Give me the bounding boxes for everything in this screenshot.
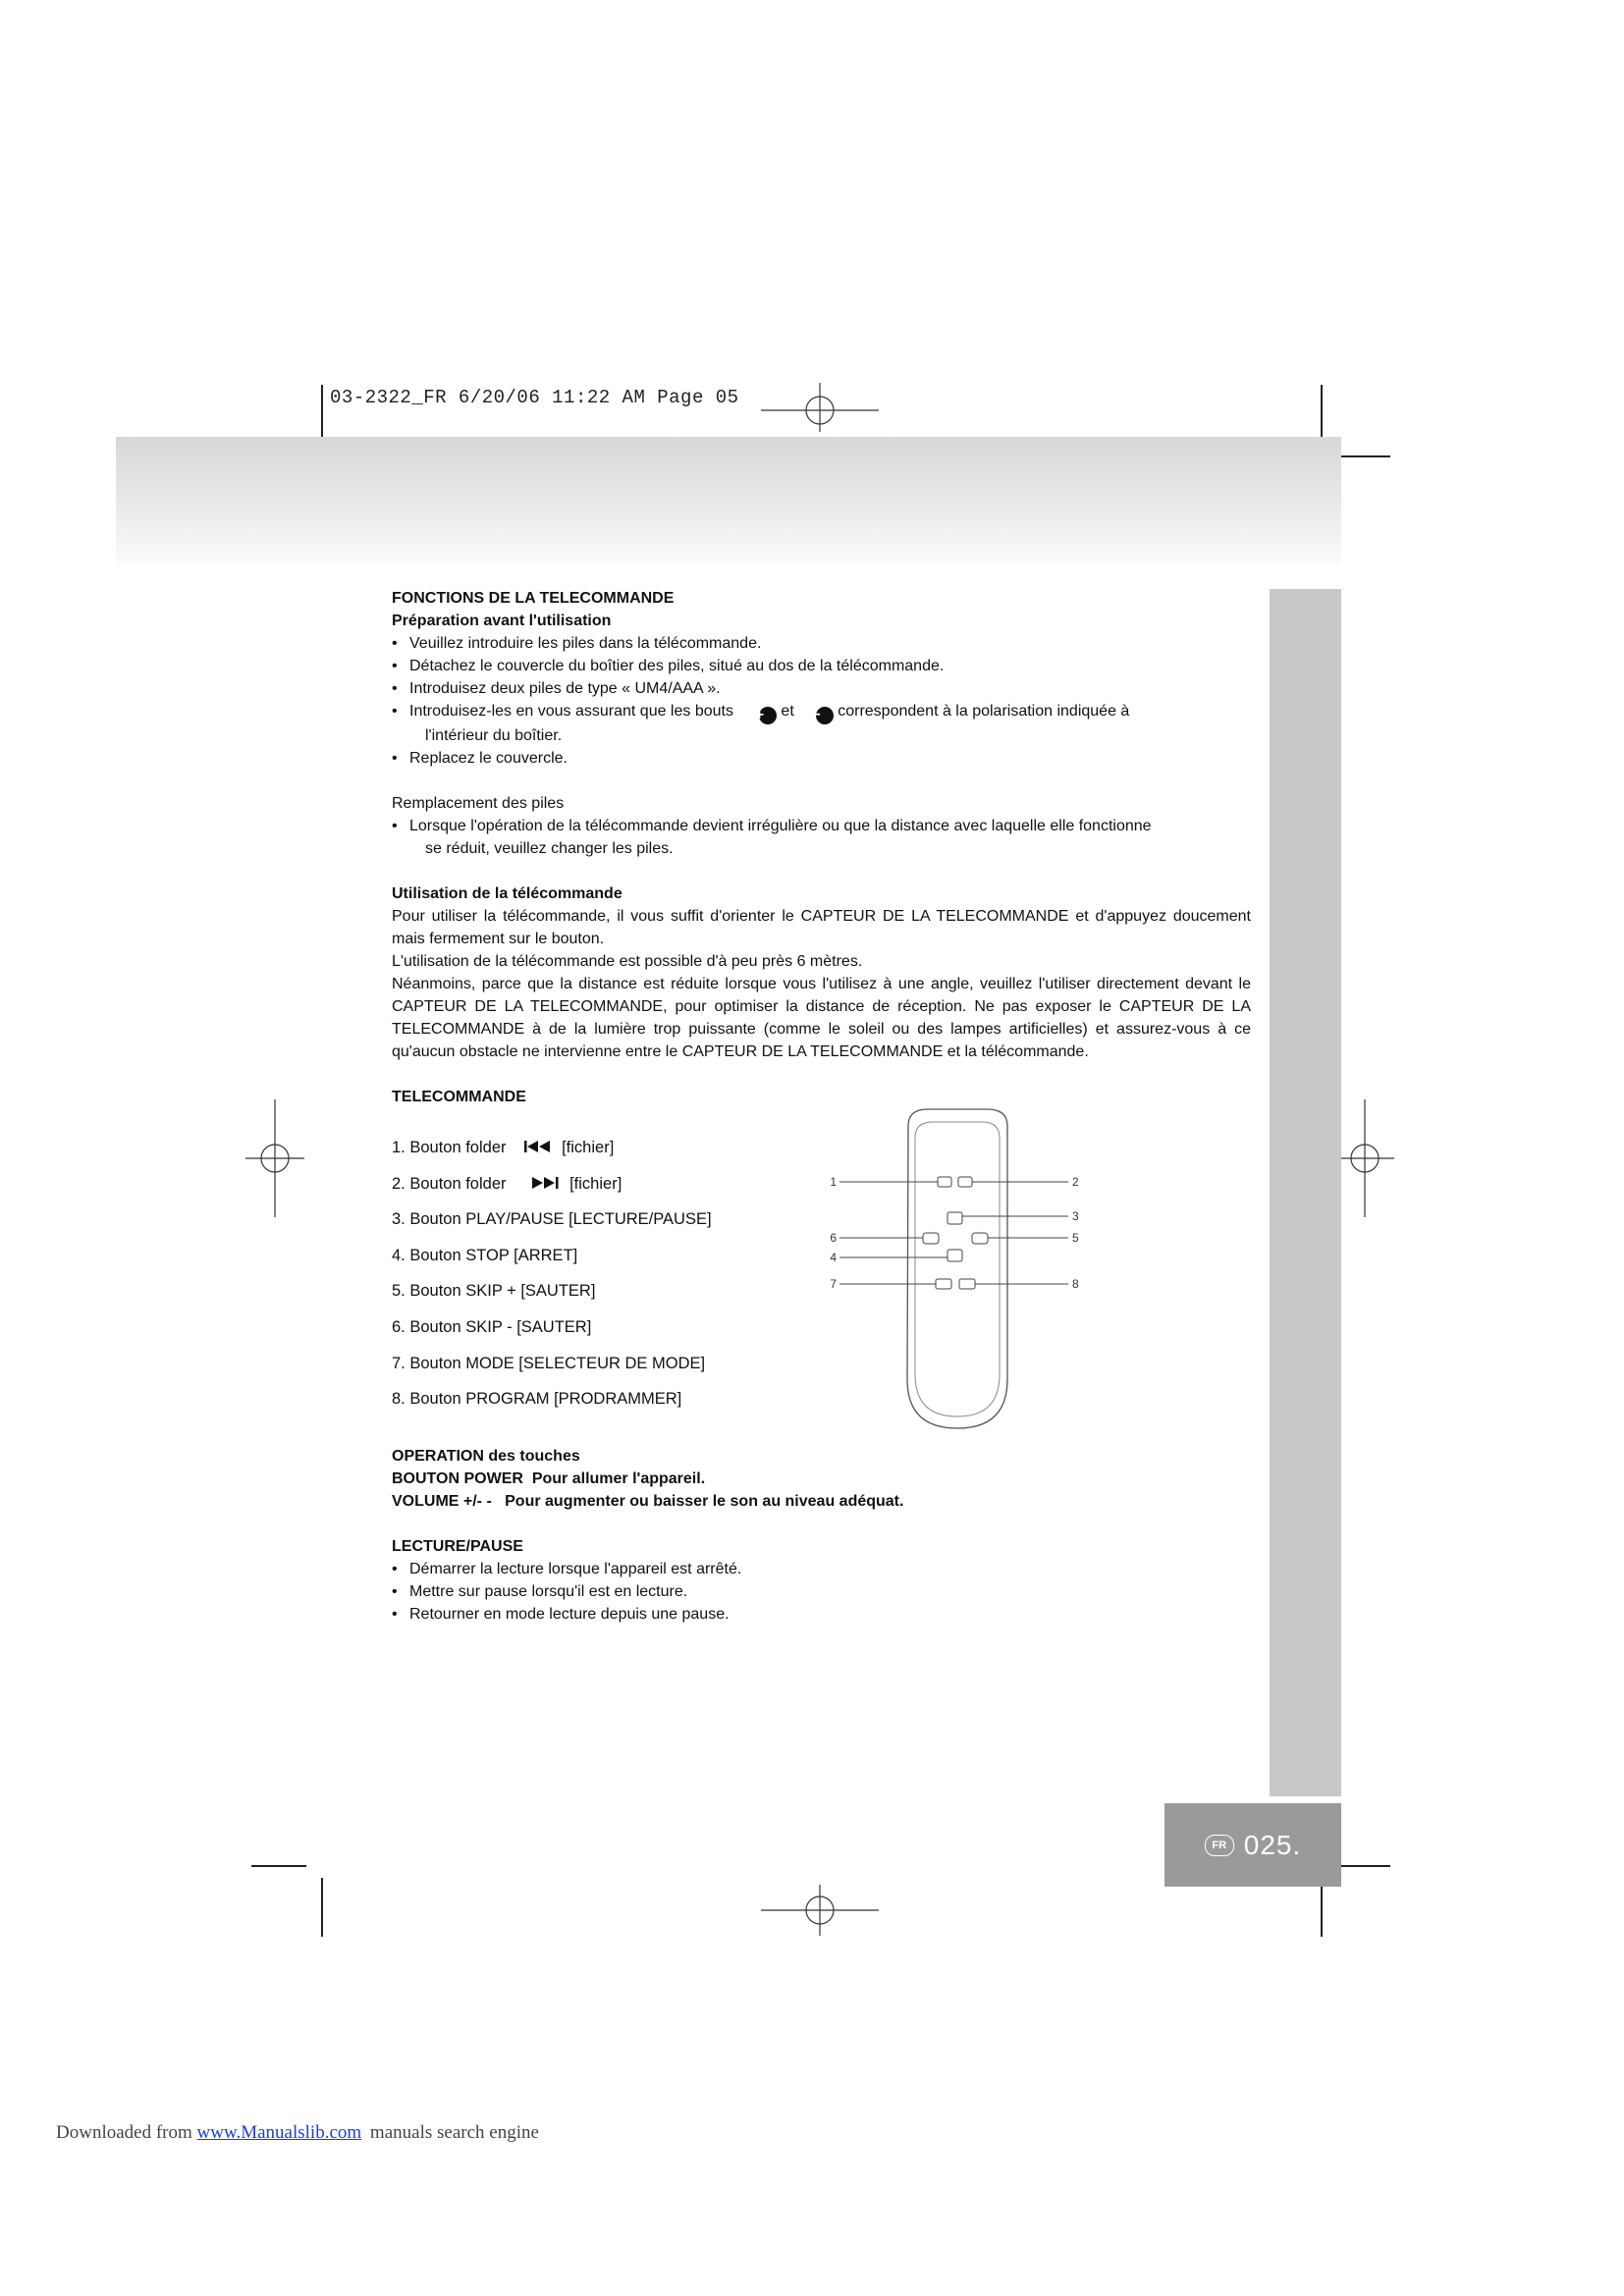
button-2-shape (958, 1177, 972, 1187)
manualslib-link[interactable]: www.Manualslib.com (196, 2122, 362, 2143)
list-item: 4. Bouton STOP [ARRET] (392, 1246, 578, 1264)
remote-button-list (392, 1139, 712, 1426)
header-band (116, 437, 1341, 564)
plus-icon: + (759, 707, 777, 724)
button-6-shape (923, 1233, 939, 1244)
crop-mark (1335, 455, 1390, 457)
crop-mark (1335, 1865, 1390, 1867)
operations-section (392, 1445, 1251, 1626)
paragraph: Néanmoins, parce que la distance est réduite lorsque vous l'utilisez à une angle, veuillez l'utiliser directement devant le CAPTEUR DE LA TELECOMMANDE, pour optimiser la distance de réception. Ne pas exposer le CAPTEUR DE LA TELECOMMANDE à de la lumière trop puissante (comme le soleil ou des lampes artificielles) et assurez-vous à ce qu'aucun obstacle ne intervienne entre le CAPTEUR DE LA TELECOMMANDE et la télécommande. (392, 976, 1251, 1060)
list-item: • Lorsque l'opération de la télécommande devient irrégulière ou que la distance avec laquelle elle fonctionne (392, 818, 1152, 834)
list-item: 1. Bouton folder [fichier] (392, 1139, 615, 1156)
remote-inner-outline (915, 1122, 1000, 1416)
registration-mark-icon (1335, 1099, 1394, 1217)
list-item: • Mettre sur pause lorsqu'il est en lecture. (392, 1583, 688, 1600)
download-footer: Downloaded from www.Manualslib.com manuals search engine (56, 2122, 539, 2143)
registration-mark-icon (245, 1099, 304, 1217)
button-8-shape (959, 1279, 975, 1289)
use-heading: Utilisation de la télécommande (392, 885, 623, 902)
prep-heading: Préparation avant l'utilisation (392, 613, 612, 629)
diagram-label-2: 2 (1072, 1175, 1079, 1189)
diagram-label-1: 1 (830, 1175, 837, 1189)
button-5-shape (972, 1233, 988, 1244)
registration-mark-icon (761, 383, 879, 432)
page-number: 025. (1243, 1829, 1302, 1860)
list-item: • Veuillez introduire les piles dans la télécommande. (392, 635, 762, 652)
list-item: • Retourner en mode lecture depuis une pause. (392, 1606, 730, 1623)
section-title: FONCTIONS DE LA TELECOMMANDE (392, 590, 675, 607)
print-slug: 03-2322_FR 6/20/06 11:22 AM Page 05 (330, 387, 739, 408)
lp-heading: LECTURE/PAUSE (392, 1538, 523, 1555)
diagram-label-4: 4 (830, 1251, 837, 1264)
list-item-continuation: l'intérieur du boîtier. (425, 727, 563, 744)
language-badge: FR (1205, 1835, 1234, 1856)
remote-heading: TELECOMMANDE (392, 1089, 526, 1105)
paragraph: L'utilisation de la télécommande est possible d'à peu près 6 mètres. (392, 953, 863, 970)
list-item: 2. Bouton folder [fichier] (392, 1174, 623, 1193)
button-3-shape (947, 1212, 962, 1224)
paragraph: Pour utiliser la télécommande, il vous suffit d'orienter le CAPTEUR DE LA TELECOMMANDE et d'appuyez doucement mais fermement sur le bouton. (392, 908, 1251, 947)
list-item: • Détachez le couvercle du boîtier des piles, situé au dos de la télécommande. (392, 658, 945, 674)
list-item-continuation: se réduit, veuillez changer les piles. (425, 840, 674, 857)
diagram-label-5: 5 (1072, 1231, 1079, 1245)
list-item: • Introduisez deux piles de type « UM4/AAA ». (392, 680, 721, 697)
remote-body (907, 1109, 1007, 1428)
list-item: • Replacez le couvercle. (392, 750, 568, 767)
skip-next-icon (524, 1176, 564, 1190)
list-item: 8. Bouton PROGRAM [PRODRAMMER] (392, 1390, 682, 1409)
list-item: • Démarrer la lecture lorsque l'appareil est arrêté. (392, 1561, 742, 1577)
button-1-shape (938, 1177, 951, 1187)
diagram-label-7: 7 (830, 1277, 837, 1291)
skip-previous-icon (524, 1140, 560, 1153)
list-item: 7. Bouton MODE [SELECTEUR DE MODE] (392, 1354, 706, 1372)
diagram-label-3: 3 (1072, 1209, 1079, 1223)
diagram-label-8: 8 (1072, 1277, 1079, 1291)
main-content (392, 587, 1251, 1108)
crop-mark (321, 385, 323, 442)
ops-power: BOUTON POWER Pour allumer l'appareil. (392, 1470, 706, 1487)
remote-control-diagram (825, 1104, 1100, 1438)
list-item: 6. Bouton SKIP - [SAUTER] (392, 1317, 592, 1336)
registration-mark-icon (761, 1885, 879, 1936)
crop-mark (1321, 1878, 1323, 1937)
list-item: 5. Bouton SKIP + [SAUTER] (392, 1282, 596, 1301)
crop-mark (1321, 385, 1323, 442)
ops-volume: VOLUME +/- - Pour augmenter ou baisser le son au niveau adéquat. (392, 1493, 904, 1510)
list-item: • Introduisez-les en vous assurant que les bouts + et − correspondent à la polarisation indiquée à (392, 703, 1130, 723)
crop-mark (251, 1865, 306, 1867)
button-7-shape (936, 1279, 951, 1289)
minus-icon: − (816, 707, 834, 724)
list-item: 3. Bouton PLAY/PAUSE [LECTURE/PAUSE] (392, 1210, 712, 1229)
page-number-box (1164, 1803, 1341, 1887)
replace-heading: Remplacement des piles (392, 795, 565, 812)
ops-heading: OPERATION des touches (392, 1448, 580, 1465)
side-tab (1270, 589, 1341, 1796)
diagram-label-6: 6 (830, 1231, 837, 1245)
button-4-shape (947, 1250, 962, 1261)
crop-mark (321, 1878, 323, 1937)
